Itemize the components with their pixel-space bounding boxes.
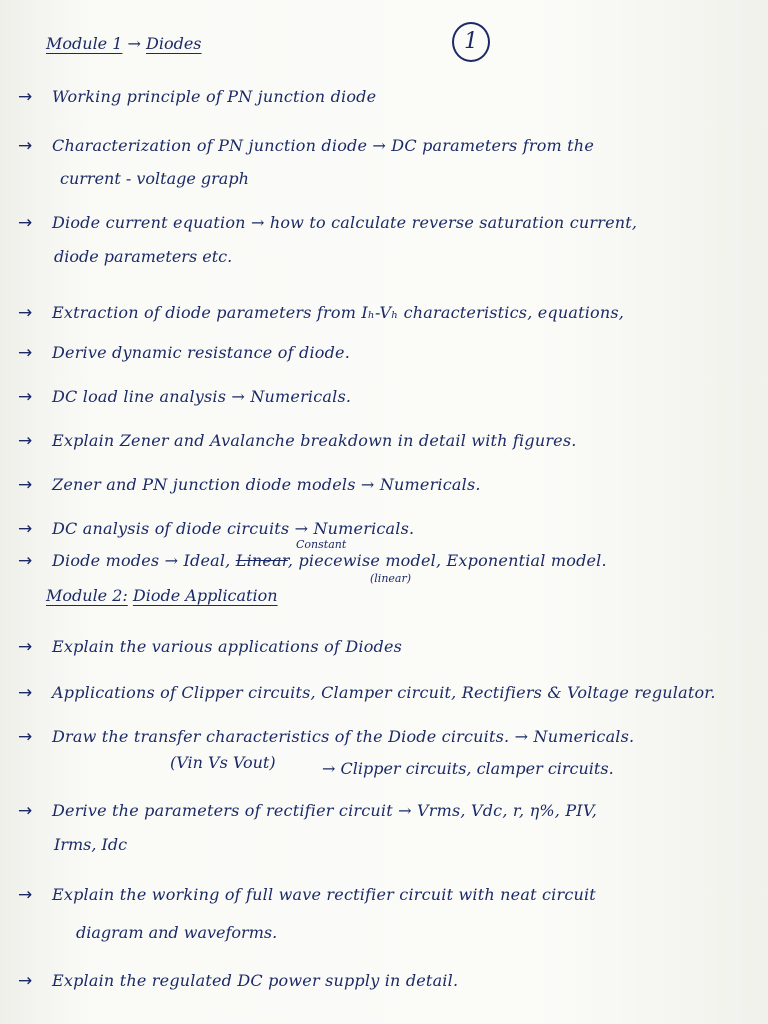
list-item [18, 634, 758, 664]
list-item [18, 882, 758, 912]
list-item [18, 968, 758, 998]
list-item [18, 724, 758, 754]
page-number: 1 [452, 22, 490, 62]
item-continuation: Irms, Idc [54, 835, 128, 854]
arrow-icon: → [18, 551, 33, 571]
item-text: Applications of Clipper circuits, Clamper circuit, Rectifiers & Voltage regulator. [52, 683, 716, 702]
arrow-icon: → [18, 475, 33, 495]
item-text: DC load line analysis → Numericals. [52, 387, 352, 406]
item-text: Diode current equation → how to calculate reverse saturation current, [52, 213, 638, 232]
arrow-icon: → [18, 136, 33, 156]
item-text: Zener and PN junction diode models → Numericals. [52, 475, 481, 494]
list-item [18, 340, 758, 370]
item-continuation: diode parameters etc. [54, 247, 233, 266]
annotation-below: (linear) [370, 572, 412, 585]
arrow-icon: → [18, 885, 33, 905]
list-item [18, 680, 758, 710]
item-text [52, 548, 607, 574]
module2-title: Diode Application [132, 586, 278, 605]
item-text: Working principle of PN junction diode [52, 87, 377, 106]
item-text-part: , piecewise model, Exponential model. [287, 551, 607, 570]
module1-title: Diodes [146, 34, 202, 53]
module1-arrow: → [127, 34, 141, 53]
item-text: Derive dynamic resistance of diode. [52, 343, 350, 362]
arrow-icon: → [18, 801, 33, 821]
item-text: Explain Zener and Avalanche breakdown in detail with figures. [52, 431, 577, 450]
list-item [18, 428, 758, 458]
item-text: Explain the regulated DC power supply in detail. [52, 971, 459, 990]
arrow-icon: → [18, 303, 33, 323]
arrow-icon: → [18, 971, 33, 991]
arrow-icon: → [18, 87, 33, 107]
item-text-part: Diode modes → Ideal, [52, 551, 231, 570]
module1-label: Module 1 [46, 34, 123, 53]
item-text: Derive the parameters of rectifier circuit → Vrms, Vdc, r, η%, PIV, [52, 801, 598, 820]
arrow-icon: → [18, 431, 33, 451]
arrow-icon: → [18, 343, 33, 363]
arrow-icon: → [18, 727, 33, 747]
list-item [18, 798, 758, 828]
item-text: Explain the various applications of Diodes [52, 637, 403, 656]
arrow-icon: → [18, 683, 33, 703]
item-text: Characterization of PN junction diode → DC parameters from the [52, 136, 594, 155]
list-item [18, 84, 758, 114]
module2-heading [46, 586, 278, 605]
item-continuation: diagram and waveforms. [76, 923, 278, 942]
list-item [18, 133, 758, 163]
module2-label: Module 2: [46, 586, 128, 605]
item-text: DC analysis of diode circuits → Numericals. [52, 519, 415, 538]
item-continuation: → Clipper circuits, clamper circuits. [322, 759, 614, 778]
list-item [18, 210, 758, 240]
item-text: Extraction of diode parameters from Iₕ-Vₕ characteristics, equations, [52, 303, 625, 322]
item-continuation: current - voltage graph [60, 169, 249, 188]
arrow-icon: → [18, 519, 33, 539]
list-item [18, 300, 758, 330]
list-item [18, 516, 758, 546]
item-continuation: (Vin Vs Vout) [170, 753, 276, 772]
module1-heading [46, 34, 202, 53]
arrow-icon: → [18, 387, 33, 407]
list-item [18, 472, 758, 502]
annotation-above: Constant [296, 538, 347, 551]
arrow-icon: → [18, 213, 33, 233]
item-text: Draw the transfer characteristics of the Diode circuits. → Numericals. [52, 727, 635, 746]
item-text: Explain the working of full wave rectifier circuit with neat circuit [52, 885, 596, 904]
arrow-icon: → [18, 637, 33, 657]
list-item [18, 384, 758, 414]
struck-word: Linear [235, 551, 288, 570]
